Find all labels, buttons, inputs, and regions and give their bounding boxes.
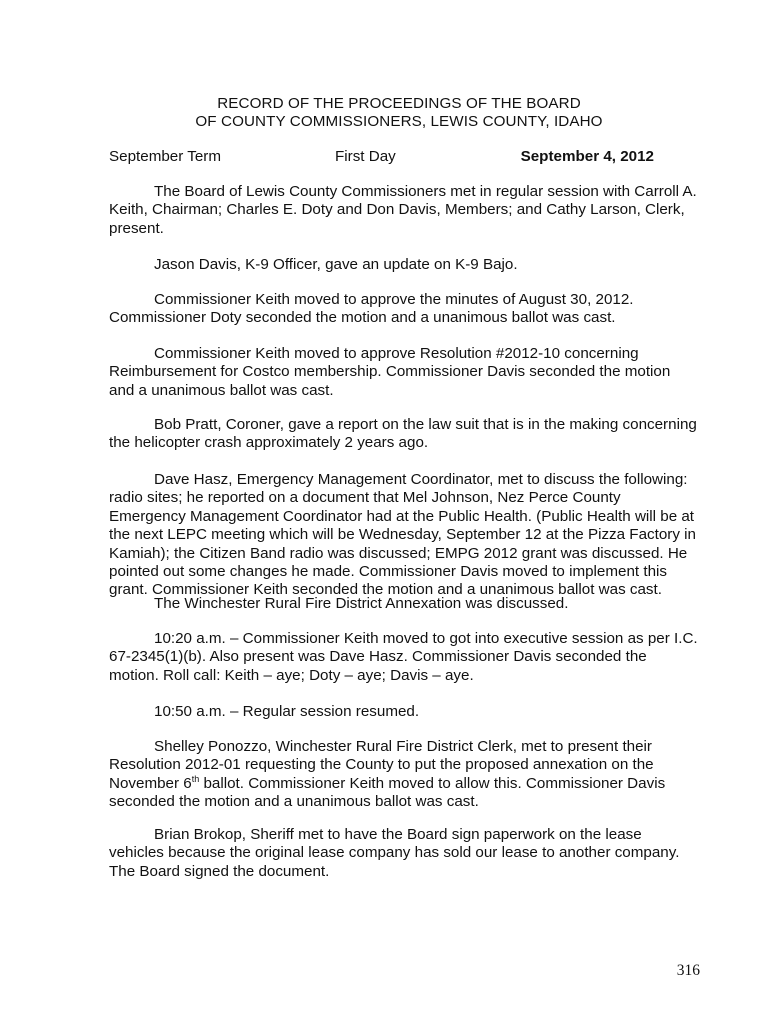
paragraph-fire-district-resolution (109, 738, 699, 812)
paragraph-annexation-discussed (109, 595, 699, 613)
paragraph-executive-session (109, 630, 699, 685)
paragraph-line: Keith, Chairman; Charles E. Doty and Don Davis, Members; and Cathy Larson, Clerk, (109, 201, 685, 219)
paragraph-emergency-management (109, 471, 699, 600)
paragraph-line: Shelley Ponozzo, Winchester Rural Fire District Clerk, met to present their (154, 738, 652, 755)
paragraph-line: and a unanimous ballot was cast. (109, 381, 334, 399)
paragraph-line: Commissioner Keith moved to approve Resolution #2012-10 concerning (154, 345, 639, 362)
paragraph-line: the next LEPC meeting which will be Wednesday, September 12 at the Pizza Factory in (109, 526, 696, 544)
paragraph-resolution-costco (109, 345, 699, 400)
paragraph-attendance (109, 183, 699, 238)
document-title-line-1: RECORD OF THE PROCEEDINGS OF THE BOARD (217, 95, 581, 112)
paragraph-line: 67-2345(1)(b). Also present was Dave Hasz. Commissioner Davis seconded the (109, 648, 647, 666)
paragraph-line: radio sites; he reported on a document that Mel Johnson, Nez Perce County (109, 489, 621, 507)
paragraph-line: Emergency Management Coordinator had at the Public Health. (Public Health will be at (109, 507, 695, 525)
text-segment: ballot. Commissioner Keith moved to allow this. Commissioner Davis (199, 774, 666, 792)
paragraph-k9-update (109, 256, 699, 274)
paragraph-line: The Winchester Rural Fire District Annexation was discussed. (154, 595, 569, 612)
paragraph-line: vehicles because the original lease company has sold our lease to another company. (109, 844, 680, 862)
paragraph-line: Kamiah); the Citizen Band radio was discussed; EMPG 2012 grant was discussed. He (109, 544, 688, 562)
paragraph-line: 10:20 a.m. – Commissioner Keith moved to got into executive session as per I.C. (154, 630, 698, 647)
text-segment: November 6 (109, 774, 192, 792)
paragraph-line: Commissioner Keith moved to approve the minutes of August 30, 2012. (154, 291, 634, 308)
paragraph-line: Commissioner Doty seconded the motion and a unanimous ballot was cast. (109, 309, 616, 327)
paragraph-line: grant. Commissioner Keith seconded the motion and a unanimous ballot was cast. (109, 581, 662, 599)
paragraph-line: pointed out some changes he made. Commissioner Davis moved to implement this (109, 563, 667, 581)
page-number: 316 (676, 962, 700, 979)
paragraph-line: The Board signed the document. (109, 862, 330, 880)
paragraph-line: present. (109, 219, 164, 237)
paragraph-line: Jason Davis, K-9 Officer, gave an update on K-9 Bajo. (154, 256, 518, 273)
paragraph-line: Bob Pratt, Coroner, gave a report on the law suit that is in the making concerning (154, 416, 697, 433)
paragraph-line: Resolution 2012-01 requesting the County to put the proposed annexation on the (109, 756, 654, 774)
day-label: First Day (335, 148, 396, 165)
paragraph-coroner-report (109, 416, 699, 453)
paragraph-minutes-approval (109, 291, 699, 328)
paragraph-line (109, 775, 699, 793)
term-label: September Term (109, 148, 221, 165)
term-row (109, 148, 654, 166)
paragraph-line: Brian Brokop, Sheriff met to have the Board sign paperwork on the lease (154, 826, 642, 843)
paragraph-line: 10:50 a.m. – Regular session resumed. (154, 703, 420, 720)
meeting-date: September 4, 2012 (520, 148, 654, 165)
paragraph-line: Reimbursement for Costco membership. Commissioner Davis seconded the motion (109, 363, 671, 381)
paragraph-line: The Board of Lewis County Commissioners met in regular session with Carroll A. (154, 183, 697, 200)
document-title-line-2: OF COUNTY COMMISSIONERS, LEWIS COUNTY, IDAHO (195, 113, 603, 130)
paragraph-line: seconded the motion and a unanimous ballot was cast. (109, 793, 479, 811)
paragraph-sheriff-lease (109, 826, 699, 881)
paragraph-line: motion. Roll call: Keith – aye; Doty – aye; Davis – aye. (109, 666, 474, 684)
paragraph-line: the helicopter crash approximately 2 years ago. (109, 434, 429, 452)
paragraph-session-resumed (109, 703, 699, 721)
ordinal-suffix: th (191, 773, 200, 784)
paragraph-line: Dave Hasz, Emergency Management Coordinator, met to discuss the following: (154, 471, 688, 488)
